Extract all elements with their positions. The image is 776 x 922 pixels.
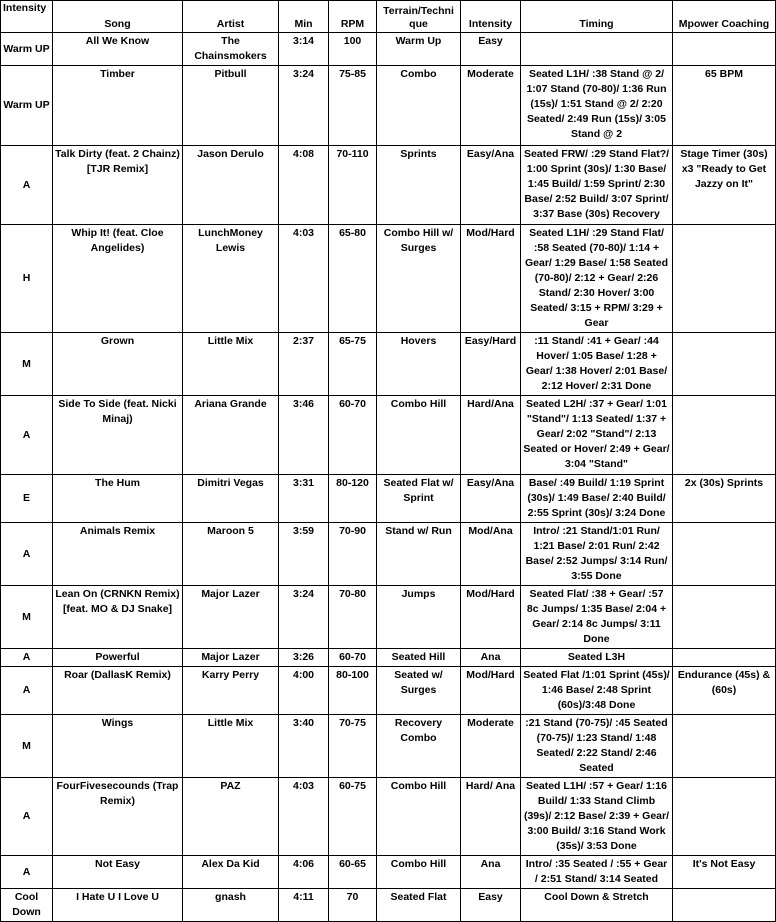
rpm-range: 60-65 — [329, 856, 377, 889]
table-row — [1, 778, 776, 856]
coaching-note — [673, 778, 776, 856]
song-title: All We Know — [53, 33, 183, 66]
timing-cues — [521, 33, 673, 66]
terrain-technique: Recovery Combo — [377, 715, 461, 778]
table-row — [1, 333, 776, 396]
timing-cues: Intro/ :35 Seated / :55 + Gear / 2:51 Stand/ 3:14 Seated — [521, 856, 673, 889]
artist-name: Major Lazer — [183, 586, 279, 649]
rpm-range: 65-80 — [329, 225, 377, 333]
song-title: Lean On (CRNKN Remix) [feat. MO & DJ Snake] — [53, 586, 183, 649]
row-intensity: A — [1, 778, 53, 856]
terrain-technique: Combo — [377, 66, 461, 146]
artist-name: Jason Derulo — [183, 146, 279, 225]
coaching-note: It's Not Easy — [673, 856, 776, 889]
terrain-technique: Combo Hill — [377, 396, 461, 475]
row-intensity: Cool Down — [1, 889, 53, 922]
intensity-level: Moderate — [461, 715, 521, 778]
terrain-technique: Seated Flat w/ Sprint — [377, 475, 461, 523]
rpm-range: 100 — [329, 33, 377, 66]
timing-cues: Seated L1H/ :29 Stand Flat/ :58 Seated (70-80)/ 1:14 + Gear/ 1:29 Base/ 1:58 Seated (70-80)/ 2:12 + Gear/ 2:26 Stand/ 2:30 Hover/ 3:00 Seated/ 3:15 + RPM/ 3:29 + Gear — [521, 225, 673, 333]
table-row — [1, 33, 776, 66]
duration: 4:00 — [279, 667, 329, 715]
artist-name: Karry Perry — [183, 667, 279, 715]
table-row — [1, 225, 776, 333]
coaching-note: Endurance (45s) & (60s) — [673, 667, 776, 715]
row-intensity: M — [1, 715, 53, 778]
timing-cues: :11 Stand/ :41 + Gear/ :44 Hover/ 1:05 Base/ 1:28 + Gear/ 1:38 Hover/ 2:01 Base/ 2:12 Hover/ 2:31 Done — [521, 333, 673, 396]
song-title: Powerful — [53, 649, 183, 667]
terrain-technique: Warm Up — [377, 33, 461, 66]
coaching-note — [673, 889, 776, 922]
row-intensity: A — [1, 396, 53, 475]
timing-cues: Seated Flat/ :38 + Gear/ :57 8c Jumps/ 1:35 Base/ 2:04 + Gear/ 2:14 8c Jumps/ 3:11 Done — [521, 586, 673, 649]
duration: 4:08 — [279, 146, 329, 225]
row-intensity: H — [1, 225, 53, 333]
rpm-range: 70-80 — [329, 586, 377, 649]
terrain-technique: Seated Flat — [377, 889, 461, 922]
timing-cues: Seated Flat /1:01 Sprint (45s)/ 1:46 Base/ 2:48 Sprint (60s)/3:48 Done — [521, 667, 673, 715]
song-title: Timber — [53, 66, 183, 146]
duration: 3:40 — [279, 715, 329, 778]
duration: 3:24 — [279, 586, 329, 649]
song-title: Grown — [53, 333, 183, 396]
intensity-level: Easy/Ana — [461, 475, 521, 523]
artist-name: Major Lazer — [183, 649, 279, 667]
rpm-range: 65-75 — [329, 333, 377, 396]
artist-name: Alex Da Kid — [183, 856, 279, 889]
row-intensity: A — [1, 649, 53, 667]
timing-cues: Base/ :49 Build/ 1:19 Sprint (30s)/ 1:49 Base/ 2:40 Build/ 2:55 Sprint (30s)/ 3:24 Done — [521, 475, 673, 523]
header-min: Min — [279, 1, 329, 33]
timing-cues: Intro/ :21 Stand/1:01 Run/ 1:21 Base/ 2:01 Run/ 2:42 Base/ 2:52 Jumps/ 3:14 Run/ 3:55 Done — [521, 523, 673, 586]
timing-cues: Seated L1H/ :57 + Gear/ 1:16 Build/ 1:33 Stand Climb (39s)/ 2:12 Base/ 2:39 + Gear/ 3:00 Build/ 3:16 Stand Work (35s)/ 3:53 Done — [521, 778, 673, 856]
rpm-range: 70-75 — [329, 715, 377, 778]
song-title: I Hate U I Love U — [53, 889, 183, 922]
terrain-technique: Stand w/ Run — [377, 523, 461, 586]
artist-name: Little Mix — [183, 715, 279, 778]
header-intensity: Intensity — [1, 1, 53, 33]
coaching-note — [673, 333, 776, 396]
song-title: Roar (DallasK Remix) — [53, 667, 183, 715]
intensity-level: Easy — [461, 889, 521, 922]
timing-cues: Cool Down & Stretch — [521, 889, 673, 922]
coaching-note — [673, 225, 776, 333]
rpm-range: 70-90 — [329, 523, 377, 586]
song-title: Animals Remix — [53, 523, 183, 586]
rpm-range: 75-85 — [329, 66, 377, 146]
row-intensity: M — [1, 333, 53, 396]
row-intensity: A — [1, 856, 53, 889]
header-song: Song — [53, 1, 183, 33]
timing-cues: Seated L1H/ :38 Stand @ 2/ 1:07 Stand (70-80)/ 1:36 Run (15s)/ 1:51 Stand @ 2/ 2:20 Seated/ 2:49 Run (15s)/ 3:05 Stand @ 2 — [521, 66, 673, 146]
terrain-technique: Seated w/ Surges — [377, 667, 461, 715]
header-coaching: Mpower Coaching — [673, 1, 776, 33]
table-row — [1, 856, 776, 889]
timing-cues: :21 Stand (70-75)/ :45 Seated (70-75)/ 1:23 Stand/ 1:48 Seated/ 2:22 Stand/ 2:46 Seated — [521, 715, 673, 778]
terrain-technique: Combo Hill — [377, 856, 461, 889]
coaching-note: 2x (30s) Sprints — [673, 475, 776, 523]
terrain-technique: Jumps — [377, 586, 461, 649]
table-row — [1, 523, 776, 586]
duration: 4:11 — [279, 889, 329, 922]
rpm-range: 60-70 — [329, 396, 377, 475]
rpm-range: 80-120 — [329, 475, 377, 523]
duration: 2:37 — [279, 333, 329, 396]
intensity-level: Moderate — [461, 66, 521, 146]
rpm-range: 80-100 — [329, 667, 377, 715]
duration: 3:59 — [279, 523, 329, 586]
coaching-note — [673, 715, 776, 778]
intensity-level: Ana — [461, 856, 521, 889]
rpm-range: 70 — [329, 889, 377, 922]
duration: 3:14 — [279, 33, 329, 66]
table-row — [1, 66, 776, 146]
row-intensity: A — [1, 523, 53, 586]
table-row — [1, 889, 776, 922]
terrain-technique: Seated Hill — [377, 649, 461, 667]
terrain-technique: Combo Hill — [377, 778, 461, 856]
rpm-range: 60-75 — [329, 778, 377, 856]
rpm-range: 70-110 — [329, 146, 377, 225]
timing-cues: Seated FRW/ :29 Stand Flat?/ 1:00 Sprint (30s)/ 1:30 Base/ 1:45 Build/ 1:59 Sprint/ 2:30 Base/ 2:52 Build/ 3:07 Sprint/ 3:37 Base (30s) Recovery — [521, 146, 673, 225]
duration: 4:06 — [279, 856, 329, 889]
table-row — [1, 146, 776, 225]
timing-cues: Seated L3H — [521, 649, 673, 667]
header-terrain: Terrain/Techni que — [377, 1, 461, 33]
table-row — [1, 715, 776, 778]
duration: 3:26 — [279, 649, 329, 667]
artist-name: Pitbull — [183, 66, 279, 146]
header-rpm: RPM — [329, 1, 377, 33]
coaching-note — [673, 33, 776, 66]
song-title: Talk Dirty (feat. 2 Chainz) [TJR Remix] — [53, 146, 183, 225]
intensity-level: Ana — [461, 649, 521, 667]
intensity-level: Mod/Ana — [461, 523, 521, 586]
row-intensity: E — [1, 475, 53, 523]
duration: 3:31 — [279, 475, 329, 523]
row-intensity: Warm UP — [1, 66, 53, 146]
song-title: Side To Side (feat. Nicki Minaj) — [53, 396, 183, 475]
intensity-level: Mod/Hard — [461, 225, 521, 333]
timing-cues: Seated L2H/ :37 + Gear/ 1:01 "Stand"/ 1:13 Seated/ 1:37 + Gear/ 2:02 "Stand"/ 2:13 Seated or Hover/ 2:49 + Gear/ 3:04 "Stand" — [521, 396, 673, 475]
coaching-note — [673, 649, 776, 667]
coaching-note: 65 BPM — [673, 66, 776, 146]
intensity-level: Hard/ Ana — [461, 778, 521, 856]
terrain-technique: Combo Hill w/ Surges — [377, 225, 461, 333]
artist-name: Dimitri Vegas — [183, 475, 279, 523]
terrain-technique: Hovers — [377, 333, 461, 396]
header-timing: Timing — [521, 1, 673, 33]
header-artist: Artist — [183, 1, 279, 33]
intensity-level: Easy/Hard — [461, 333, 521, 396]
intensity-level: Mod/Hard — [461, 586, 521, 649]
row-intensity: A — [1, 667, 53, 715]
song-title: FourFivesecounds (Trap Remix) — [53, 778, 183, 856]
coaching-note — [673, 586, 776, 649]
song-title: Wings — [53, 715, 183, 778]
intensity-level: Easy/Ana — [461, 146, 521, 225]
table-row — [1, 667, 776, 715]
row-intensity: Warm UP — [1, 33, 53, 66]
song-title: The Hum — [53, 475, 183, 523]
duration: 4:03 — [279, 225, 329, 333]
coaching-note — [673, 523, 776, 586]
coaching-note: Stage Timer (30s) x3 "Ready to Get Jazzy on It" — [673, 146, 776, 225]
intensity-level: Hard/Ana — [461, 396, 521, 475]
intensity-level: Mod/Hard — [461, 667, 521, 715]
artist-name: The Chainsmokers — [183, 33, 279, 66]
duration: 3:24 — [279, 66, 329, 146]
duration: 4:03 — [279, 778, 329, 856]
table-row — [1, 396, 776, 475]
table-row — [1, 649, 776, 667]
artist-name: Little Mix — [183, 333, 279, 396]
header-row — [1, 1, 776, 33]
coaching-note — [673, 396, 776, 475]
song-title: Whip It! (feat. Cloe Angelides) — [53, 225, 183, 333]
terrain-technique: Sprints — [377, 146, 461, 225]
table-row — [1, 475, 776, 523]
artist-name: Ariana Grande — [183, 396, 279, 475]
song-title: Not Easy — [53, 856, 183, 889]
artist-name: gnash — [183, 889, 279, 922]
artist-name: PAZ — [183, 778, 279, 856]
artist-name: Maroon 5 — [183, 523, 279, 586]
artist-name: LunchMoney Lewis — [183, 225, 279, 333]
duration: 3:46 — [279, 396, 329, 475]
header-intensity-level: Intensity — [461, 1, 521, 33]
row-intensity: M — [1, 586, 53, 649]
rpm-range: 60-70 — [329, 649, 377, 667]
intensity-level: Easy — [461, 33, 521, 66]
row-intensity: A — [1, 146, 53, 225]
table-row — [1, 586, 776, 649]
